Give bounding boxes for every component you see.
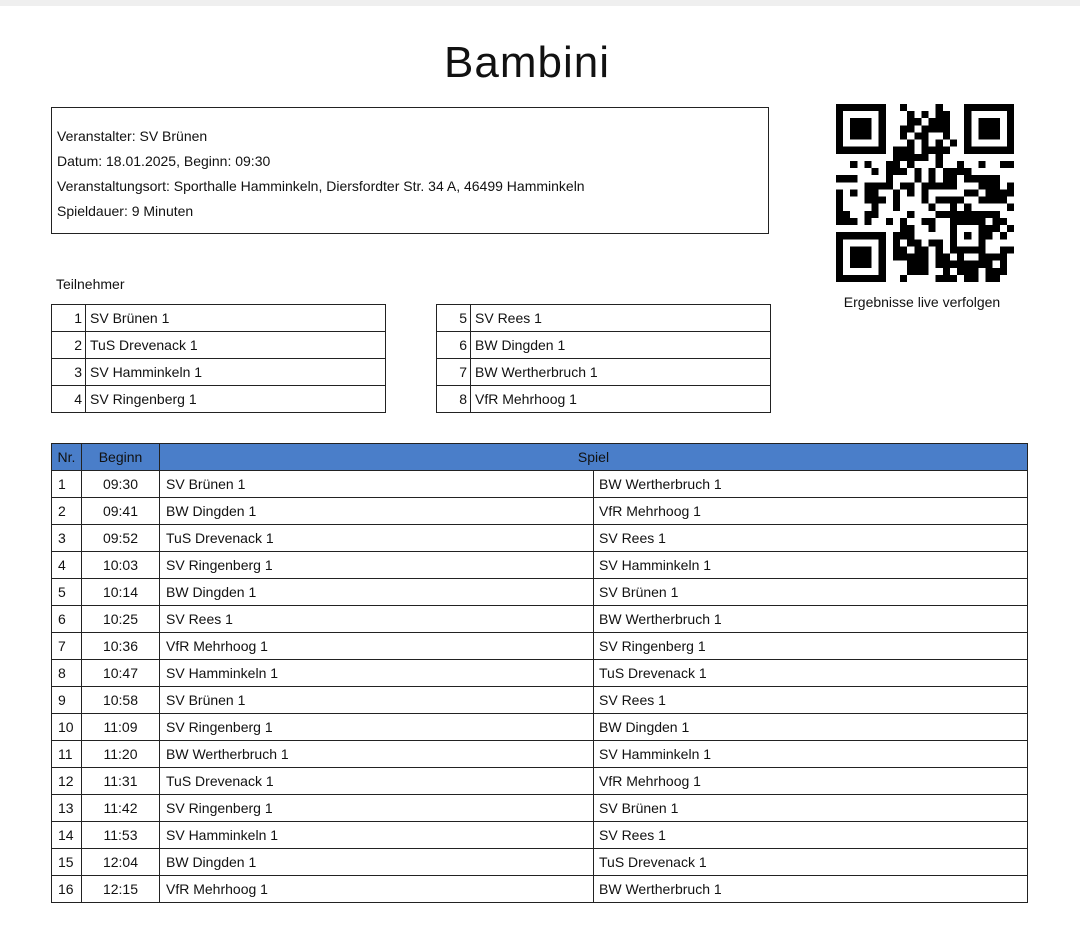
match-time: 11:53 (82, 822, 160, 849)
match-number: 3 (52, 525, 82, 552)
away-team: SV Rees 1 (594, 687, 1028, 714)
match-time: 11:42 (82, 795, 160, 822)
header-nr: Nr. (52, 444, 82, 471)
match-time: 11:20 (82, 741, 160, 768)
match-number: 11 (52, 741, 82, 768)
header-beginn: Beginn (82, 444, 160, 471)
table-row (52, 714, 1028, 741)
participant-name: BW Dingden 1 (471, 332, 771, 359)
home-team: BW Dingden 1 (160, 579, 594, 606)
away-team: SV Rees 1 (594, 822, 1028, 849)
participant-number: 7 (437, 359, 471, 386)
match-time: 10:47 (82, 660, 160, 687)
participant-name: VfR Mehrhoog 1 (471, 386, 771, 413)
participants-label: Teilnehmer (56, 276, 125, 292)
table-row (52, 633, 1028, 660)
table-row (52, 741, 1028, 768)
match-time: 09:52 (82, 525, 160, 552)
participant-row (437, 386, 771, 413)
home-team: TuS Drevenack 1 (160, 768, 594, 795)
match-number: 4 (52, 552, 82, 579)
participant-number: 2 (52, 332, 86, 359)
home-team: BW Wertherbruch 1 (160, 741, 594, 768)
away-team: SV Brünen 1 (594, 795, 1028, 822)
table-row (52, 579, 1028, 606)
participant-name: SV Brünen 1 (86, 305, 386, 332)
away-team: TuS Drevenack 1 (594, 849, 1028, 876)
participant-name: SV Rees 1 (471, 305, 771, 332)
home-team: BW Dingden 1 (160, 849, 594, 876)
match-number: 10 (52, 714, 82, 741)
match-time: 11:31 (82, 768, 160, 795)
organizer-text: Veranstalter: SV Brünen (57, 128, 208, 144)
date-text: Datum: 18.01.2025, Beginn: 09:30 (57, 153, 271, 169)
match-time: 09:41 (82, 498, 160, 525)
match-time: 09:30 (82, 471, 160, 498)
home-team: BW Dingden 1 (160, 498, 594, 525)
participant-name: BW Wertherbruch 1 (471, 359, 771, 386)
home-team: TuS Drevenack 1 (160, 525, 594, 552)
participant-name: SV Hamminkeln 1 (86, 359, 386, 386)
away-team: BW Wertherbruch 1 (594, 606, 1028, 633)
participant-row (437, 359, 771, 386)
match-time: 10:58 (82, 687, 160, 714)
participant-number: 6 (437, 332, 471, 359)
match-number: 7 (52, 633, 82, 660)
away-team: SV Hamminkeln 1 (594, 741, 1028, 768)
match-number: 8 (52, 660, 82, 687)
match-number: 13 (52, 795, 82, 822)
away-team: BW Wertherbruch 1 (594, 876, 1028, 903)
participant-number: 4 (52, 386, 86, 413)
away-team: VfR Mehrhoog 1 (594, 498, 1028, 525)
participant-row (52, 359, 386, 386)
away-team: BW Wertherbruch 1 (594, 471, 1028, 498)
home-team: SV Hamminkeln 1 (160, 660, 594, 687)
home-team: VfR Mehrhoog 1 (160, 876, 594, 903)
match-number: 15 (52, 849, 82, 876)
page-title: Bambini (444, 38, 610, 87)
match-time: 10:36 (82, 633, 160, 660)
duration-text: Spieldauer: 9 Minuten (57, 203, 194, 219)
qr-caption: Ergebnisse live verfolgen (843, 294, 1001, 310)
participant-row (437, 332, 771, 359)
participant-name: TuS Drevenack 1 (86, 332, 386, 359)
match-number: 12 (52, 768, 82, 795)
participant-number: 8 (437, 386, 471, 413)
table-row (52, 498, 1028, 525)
table-row (52, 795, 1028, 822)
home-team: SV Rees 1 (160, 606, 594, 633)
match-number: 5 (52, 579, 82, 606)
participant-row (52, 386, 386, 413)
table-row (52, 876, 1028, 903)
match-number: 1 (52, 471, 82, 498)
home-team: SV Ringenberg 1 (160, 795, 594, 822)
event-info-box (51, 107, 769, 234)
participant-number: 5 (437, 305, 471, 332)
match-time: 12:04 (82, 849, 160, 876)
header-spiel: Spiel (160, 444, 1028, 471)
table-row (52, 606, 1028, 633)
venue-text: Veranstaltungsort: Sporthalle Hamminkeln, Diersfordter Str. 34 A, 46499 Hamminkeln (57, 178, 585, 194)
home-team: VfR Mehrhoog 1 (160, 633, 594, 660)
match-time: 10:03 (82, 552, 160, 579)
match-number: 14 (52, 822, 82, 849)
match-number: 9 (52, 687, 82, 714)
table-row (52, 822, 1028, 849)
home-team: SV Hamminkeln 1 (160, 822, 594, 849)
away-team: SV Ringenberg 1 (594, 633, 1028, 660)
match-time: 10:14 (82, 579, 160, 606)
participants-table-right (436, 304, 771, 413)
home-team: SV Brünen 1 (160, 471, 594, 498)
schedule-header-row (52, 444, 1028, 471)
match-number: 2 (52, 498, 82, 525)
away-team: SV Hamminkeln 1 (594, 552, 1028, 579)
table-row (52, 525, 1028, 552)
table-row (52, 660, 1028, 687)
table-row (52, 552, 1028, 579)
qr-code-icon[interactable] (836, 104, 1014, 282)
away-team: BW Dingden 1 (594, 714, 1028, 741)
top-bar (0, 0, 1080, 6)
away-team: SV Brünen 1 (594, 579, 1028, 606)
match-number: 16 (52, 876, 82, 903)
match-time: 10:25 (82, 606, 160, 633)
match-time: 11:09 (82, 714, 160, 741)
table-row (52, 687, 1028, 714)
participant-row (437, 305, 771, 332)
table-row (52, 471, 1028, 498)
away-team: TuS Drevenack 1 (594, 660, 1028, 687)
participant-row (52, 332, 386, 359)
match-number: 6 (52, 606, 82, 633)
home-team: SV Brünen 1 (160, 687, 594, 714)
table-row (52, 768, 1028, 795)
home-team: SV Ringenberg 1 (160, 552, 594, 579)
schedule-table (51, 443, 1028, 903)
participant-number: 3 (52, 359, 86, 386)
away-team: VfR Mehrhoog 1 (594, 768, 1028, 795)
participant-row (52, 305, 386, 332)
home-team: SV Ringenberg 1 (160, 714, 594, 741)
match-time: 12:15 (82, 876, 160, 903)
table-row (52, 849, 1028, 876)
away-team: SV Rees 1 (594, 525, 1028, 552)
participant-name: SV Ringenberg 1 (86, 386, 386, 413)
participants-table-left (51, 304, 386, 413)
participant-number: 1 (52, 305, 86, 332)
